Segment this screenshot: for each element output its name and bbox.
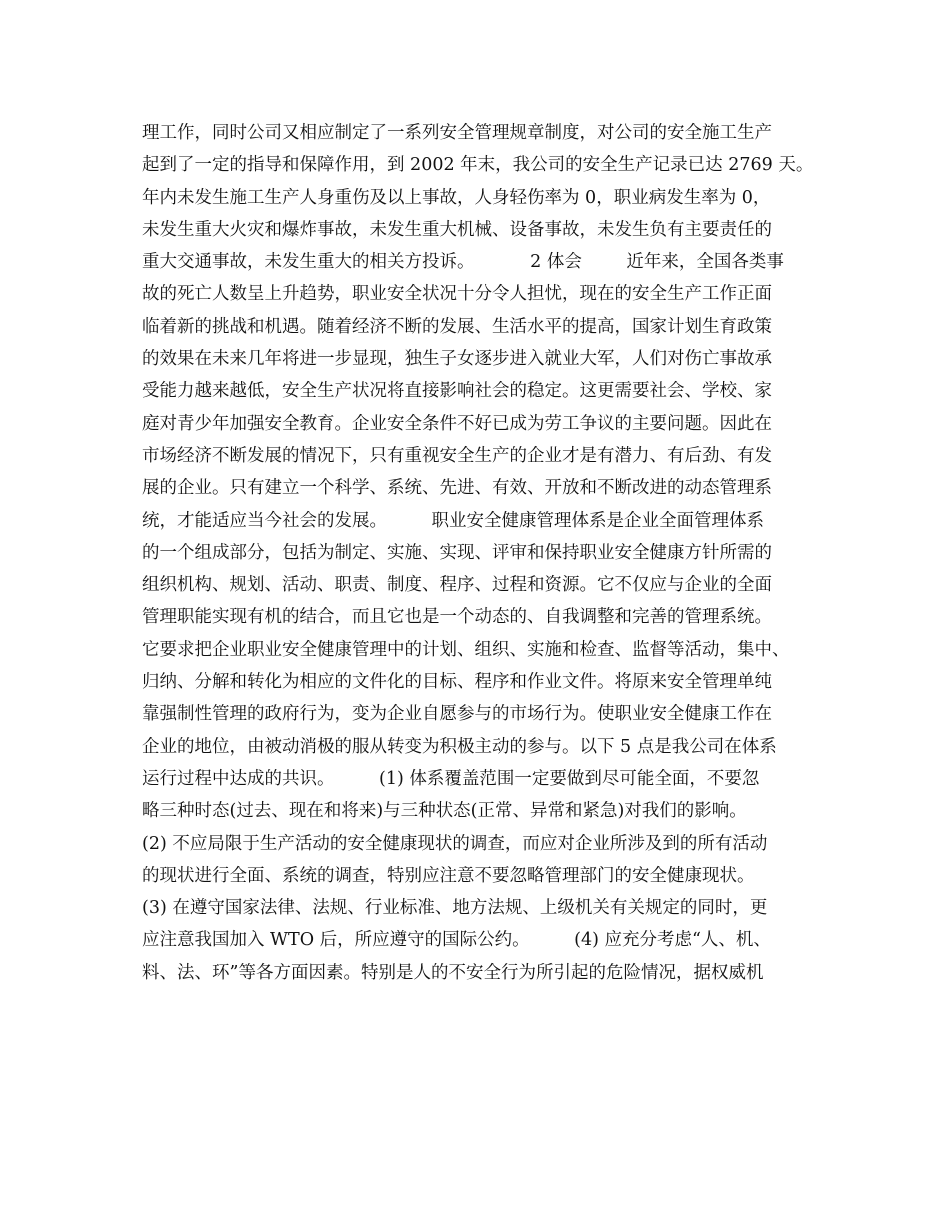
text-line: 的效果在未来几年将进一步显现，独生子女逐步进入就业大军，人们对伤亡事故承	[142, 349, 772, 370]
text-line: 市场经济不断发展的情况下，只有重视安全生产的企业才是有潜力、有后劲、有发	[142, 445, 772, 466]
text-line: 理工作，同时公司又相应制定了一系列安全管理规章制度，对公司的安全施工生产	[142, 123, 772, 143]
text-line: 受能力越来越低，安全生产状况将直接影响社会的稳定。这更需要社会、学校、家	[142, 381, 772, 402]
text-line: 未发生重大火灾和爆炸事故，未发生重大机械、设备事故，未发生负有主要责任的	[142, 219, 772, 240]
text-line: 运行过程中达成的共识。 (1) 体系覆盖范围一定要做到尽可能全面，不要忽	[142, 768, 760, 789]
text-line: 组织机构、规划、活动、职责、制度、程序、过程和资源。它不仅应与企业的全面	[142, 575, 772, 596]
text-line: 庭对青少年加强安全教育。企业安全条件不好已成为劳工争议的主要问题。因此在	[142, 413, 772, 434]
text-line: 年内未发生施工生产人身重伤及以上事故，人身轻伤率为 0，职业病发生率为 0，	[142, 187, 771, 208]
text-line: 的现状进行全面、系统的调查，特别应注意不要忽略管理部门的安全健康现状。	[142, 865, 755, 886]
text-line: (3) 在遵守国家法律、法规、行业标准、地方法规、上级机关有关规定的同时，更	[142, 898, 768, 919]
text-line: 重大交通事故，未发生重大的相关方投诉。 2 体会 近年来，全国各类事	[142, 252, 784, 273]
text-line: 它要求把企业职业安全健康管理中的计划、组织、实施和检查、监督等活动，集中、	[142, 639, 790, 660]
text-line: 起到了一定的指导和保障作用，到 2002 年末，我公司的安全生产记录已达 2769 天。	[142, 155, 814, 176]
text-line: 的一个组成部分，包括为制定、实施、实现、评审和保持职业安全健康方针所需的	[142, 542, 772, 563]
text-line: 靠强制性管理的政府行为，变为企业自愿参与的市场行为。使职业安全健康工作在	[142, 704, 772, 725]
text-line: 临着新的挑战和机遇。随着经济不断的发展、生活水平的提高，国家计划生育政策	[142, 316, 772, 337]
text-line: 料、法、环”等各方面因素。特别是人的不安全行为所引起的危险情况，据权威机	[142, 962, 764, 983]
text-line: (2) 不应局限于生产活动的安全健康现状的调查，而应对企业所涉及到的所有活动	[142, 833, 768, 854]
text-line: 统，才能适应当今社会的发展。 职业安全健康管理体系是企业全面管理体系	[142, 510, 764, 531]
text-line: 故的死亡人数呈上升趋势，职业安全状况十分令人担忧，现在的安全生产工作正面	[142, 284, 772, 305]
body-text	[142, 117, 842, 989]
text-line: 归纳、分解和转化为相应的文件化的目标、程序和作业文件。将原来安全管理单纯	[142, 672, 772, 693]
text-line: 企业的地位，由被动消极的服从转变为积极主动的参与。以下 5 点是我公司在体系	[142, 736, 777, 757]
text-line: 略三种时态(过去、现在和将来)与三种状态(正常、异常和紧急)对我们的影响。	[142, 801, 747, 822]
text-line: 展的企业。只有建立一个科学、系统、先进、有效、开放和不断改进的动态管理系	[142, 478, 772, 499]
text-line: 应注意我国加入 WTO 后，所应遵守的国际公约。 (4) 应充分考虑“人、机、	[142, 930, 771, 951]
text-line: 管理职能实现有机的结合，而且它也是一个动态的、自我调整和完善的管理系统。	[142, 607, 772, 628]
